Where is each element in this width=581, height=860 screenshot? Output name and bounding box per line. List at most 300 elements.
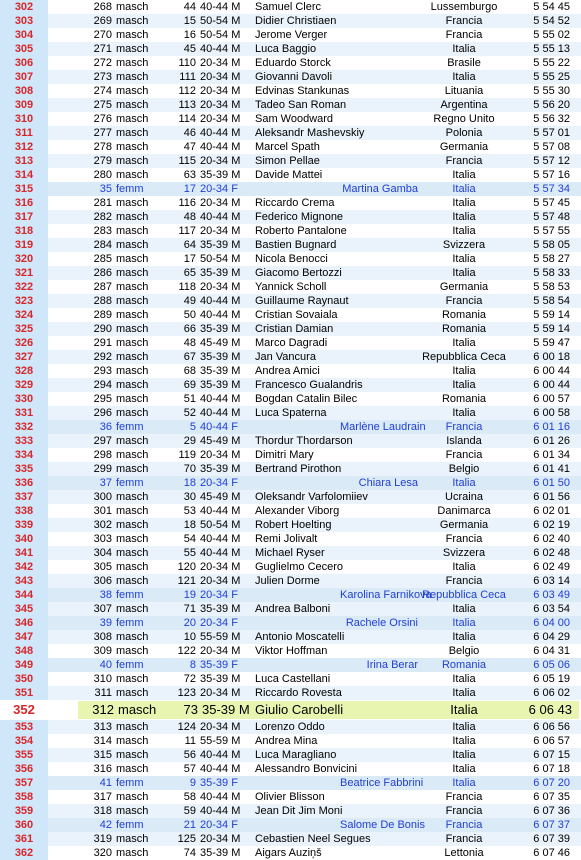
category-cell: 35-39 M bbox=[200, 267, 241, 279]
overall-number-cell: 313 bbox=[93, 721, 112, 733]
gender-cell: masch bbox=[116, 847, 149, 859]
position-cell: 308 bbox=[0, 84, 48, 98]
category-rank-cell: 15 bbox=[183, 15, 196, 27]
athlete-name-cell: Beatrice Fabbrini bbox=[340, 777, 424, 789]
gender-cell: masch bbox=[116, 281, 149, 293]
overall-number-cell: 315 bbox=[93, 749, 112, 761]
gender-cell: masch bbox=[116, 365, 149, 377]
athlete-name-cell: Thordur Thordarson bbox=[255, 435, 353, 447]
nation-cell: Italia bbox=[452, 603, 476, 615]
finish-time-cell: 6 06 56 bbox=[533, 721, 570, 733]
overall-number-cell: 36 bbox=[99, 421, 112, 433]
category-cell: 50-54 M bbox=[200, 29, 241, 41]
gender-cell: masch bbox=[116, 763, 149, 775]
finish-time-cell: 6 06 57 bbox=[533, 735, 570, 747]
overall-number-cell: 37 bbox=[99, 477, 112, 489]
position-cell: 303 bbox=[0, 14, 48, 28]
nation-cell: Italia bbox=[452, 407, 476, 419]
athlete-name-cell: Yannick Scholl bbox=[255, 281, 327, 293]
gender-cell: masch bbox=[116, 673, 149, 685]
position-cell: 360 bbox=[0, 818, 48, 832]
category-rank-cell: 50 bbox=[183, 309, 196, 321]
position-cell: 338 bbox=[0, 504, 48, 518]
category-cell: 40-44 M bbox=[200, 393, 241, 405]
athlete-name-cell: Cristian Sovaiala bbox=[255, 309, 338, 321]
category-cell: 35-39 M bbox=[200, 169, 241, 181]
finish-time-cell: 5 55 30 bbox=[533, 85, 570, 97]
table-row bbox=[0, 672, 581, 686]
athlete-name-cell: Jean Dit Jim Moni bbox=[255, 805, 343, 817]
category-rank-cell: 115 bbox=[178, 155, 196, 167]
overall-number-cell: 38 bbox=[99, 589, 112, 601]
athlete-name-cell: Cristian Damian bbox=[255, 323, 334, 335]
category-cell: 35-39 F bbox=[200, 777, 238, 789]
gender-cell: masch bbox=[116, 749, 149, 761]
overall-number-cell: 314 bbox=[93, 735, 112, 747]
category-cell: 35-39 M bbox=[202, 702, 250, 717]
finish-time-cell: 6 06 02 bbox=[533, 687, 570, 699]
nation-cell: Italia bbox=[452, 225, 476, 237]
nation-cell: Francia bbox=[445, 421, 483, 433]
category-rank-cell: 17 bbox=[183, 253, 196, 265]
finish-time-cell: 5 58 54 bbox=[533, 295, 570, 307]
position-cell: 302 bbox=[0, 0, 48, 14]
table-row bbox=[0, 350, 581, 364]
finish-time-cell: 6 00 44 bbox=[533, 365, 570, 377]
finish-time-cell: 5 58 33 bbox=[533, 267, 570, 279]
category-rank-cell: 8 bbox=[189, 659, 196, 671]
position-cell: 324 bbox=[0, 308, 48, 322]
finish-time-cell: 5 57 12 bbox=[533, 155, 570, 167]
nation-cell: Repubblica Ceca bbox=[422, 589, 506, 601]
nation-cell: Belgio bbox=[448, 645, 480, 657]
gender-cell: femm bbox=[116, 421, 144, 433]
athlete-name-cell: Andrea Balboni bbox=[255, 603, 331, 615]
position-cell: 355 bbox=[0, 748, 48, 762]
category-cell: 40-44 M bbox=[200, 43, 241, 55]
category-rank-cell: 64 bbox=[183, 239, 196, 251]
table-row bbox=[0, 126, 581, 140]
position-cell: 331 bbox=[0, 406, 48, 420]
gender-cell: masch bbox=[116, 253, 149, 265]
table-row bbox=[0, 518, 581, 532]
nation-cell: Italia bbox=[452, 267, 476, 279]
category-cell: 40-44 M bbox=[200, 1, 241, 13]
nation-cell: Svizzera bbox=[442, 239, 486, 251]
nation-cell: Italia bbox=[452, 749, 476, 761]
category-rank-cell: 52 bbox=[183, 407, 196, 419]
athlete-name-cell: Dimitri Mary bbox=[255, 449, 314, 461]
category-cell: 40-44 M bbox=[200, 127, 241, 139]
nation-cell: Italia bbox=[452, 477, 476, 489]
category-rank-cell: 118 bbox=[178, 281, 196, 293]
overall-number-cell: 274 bbox=[93, 85, 112, 97]
overall-number-cell: 277 bbox=[93, 127, 112, 139]
finish-time-cell: 5 57 34 bbox=[533, 183, 570, 195]
category-rank-cell: 117 bbox=[178, 225, 196, 237]
finish-time-cell: 6 07 39 bbox=[533, 833, 570, 845]
table-row bbox=[0, 776, 581, 790]
finish-time-cell: 5 57 08 bbox=[533, 141, 570, 153]
category-cell: 20-34 F bbox=[200, 819, 238, 831]
nation-cell: Francia bbox=[445, 575, 483, 587]
table-row bbox=[0, 406, 581, 420]
nation-cell: Italia bbox=[452, 337, 476, 349]
overall-number-cell: 272 bbox=[93, 57, 112, 69]
overall-number-cell: 279 bbox=[93, 155, 112, 167]
nation-cell: Brasile bbox=[447, 57, 481, 69]
overall-number-cell: 311 bbox=[94, 687, 112, 699]
nation-cell: Francia bbox=[445, 15, 483, 27]
finish-time-cell: 6 01 16 bbox=[533, 421, 570, 433]
position-cell: 340 bbox=[0, 532, 48, 546]
category-rank-cell: 114 bbox=[178, 113, 196, 125]
table-row bbox=[0, 28, 581, 42]
category-rank-cell: 53 bbox=[183, 505, 196, 517]
position-cell: 362 bbox=[0, 846, 48, 860]
overall-number-cell: 275 bbox=[93, 99, 112, 111]
overall-number-cell: 297 bbox=[93, 435, 112, 447]
athlete-name-cell: Antonio Moscatelli bbox=[255, 631, 345, 643]
table-row bbox=[0, 434, 581, 448]
position-cell: 307 bbox=[0, 70, 48, 84]
category-rank-cell: 70 bbox=[183, 463, 196, 475]
athlete-name-cell: Guillaume Raynaut bbox=[255, 295, 349, 307]
position-cell: 346 bbox=[0, 616, 48, 630]
gender-cell: masch bbox=[116, 225, 149, 237]
category-cell: 50-54 M bbox=[200, 15, 241, 27]
category-cell: 35-39 M bbox=[200, 673, 241, 685]
overall-number-cell: 318 bbox=[93, 805, 112, 817]
gender-cell: masch bbox=[116, 547, 149, 559]
athlete-name-cell: Bertrand Pirothon bbox=[255, 463, 342, 475]
finish-time-cell: 6 02 01 bbox=[533, 505, 570, 517]
nation-cell: Italia bbox=[452, 687, 476, 699]
athlete-name-cell: Chiara Lesa bbox=[358, 477, 418, 489]
table-row bbox=[0, 252, 581, 266]
category-cell: 40-44 M bbox=[200, 407, 241, 419]
overall-number-cell: 307 bbox=[93, 603, 112, 615]
gender-cell: masch bbox=[116, 721, 149, 733]
table-row bbox=[0, 266, 581, 280]
category-rank-cell: 58 bbox=[183, 791, 196, 803]
finish-time-cell: 6 07 20 bbox=[533, 777, 570, 789]
position-cell: 356 bbox=[0, 762, 48, 776]
table-row bbox=[0, 112, 581, 126]
athlete-name-cell: Cebastien Neel Segues bbox=[255, 833, 371, 845]
gender-cell: masch bbox=[116, 393, 149, 405]
category-cell: 20-34 M bbox=[200, 449, 241, 461]
nation-cell: Germania bbox=[439, 141, 489, 153]
nation-cell: Regno Unito bbox=[433, 113, 495, 125]
nation-cell: Italia bbox=[452, 777, 476, 789]
overall-number-cell: 283 bbox=[93, 225, 112, 237]
athlete-name-cell: Andrea Amici bbox=[255, 365, 320, 377]
gender-cell: masch bbox=[116, 463, 149, 475]
overall-number-cell: 316 bbox=[93, 763, 112, 775]
category-rank-cell: 45 bbox=[183, 43, 196, 55]
category-rank-cell: 59 bbox=[183, 805, 196, 817]
position-cell: 325 bbox=[0, 322, 48, 336]
overall-number-cell: 295 bbox=[93, 393, 112, 405]
overall-number-cell: 308 bbox=[93, 631, 112, 643]
category-cell: 20-34 F bbox=[200, 617, 238, 629]
position-cell: 316 bbox=[0, 196, 48, 210]
finish-time-cell: 6 02 49 bbox=[533, 561, 570, 573]
category-cell: 35-39 M bbox=[200, 323, 241, 335]
gender-cell: masch bbox=[116, 1, 149, 13]
overall-number-cell: 276 bbox=[93, 113, 112, 125]
nation-cell: Italia bbox=[452, 617, 476, 629]
table-row bbox=[0, 84, 581, 98]
category-cell: 20-34 M bbox=[200, 113, 241, 125]
athlete-name-cell: Michael Ryser bbox=[255, 547, 325, 559]
table-row bbox=[0, 658, 581, 672]
category-cell: 40-44 F bbox=[200, 421, 238, 433]
athlete-name-cell: Edvinas Stankunas bbox=[255, 85, 350, 97]
position-cell: 314 bbox=[0, 168, 48, 182]
category-cell: 20-34 F bbox=[200, 589, 238, 601]
nation-cell: Francia bbox=[445, 819, 483, 831]
gender-cell: masch bbox=[116, 71, 149, 83]
athlete-name-cell: Rachele Orsini bbox=[345, 617, 418, 629]
athlete-name-cell: Eduardo Storck bbox=[255, 57, 331, 69]
nation-cell: Italia bbox=[452, 735, 476, 747]
nation-cell: Ucraina bbox=[445, 491, 483, 503]
nation-cell: Italia bbox=[452, 631, 476, 643]
nation-cell: Germania bbox=[439, 281, 489, 293]
athlete-name-cell: Irina Berar bbox=[366, 659, 418, 671]
finish-time-cell: 5 55 02 bbox=[533, 29, 570, 41]
athlete-name-cell: Oleksandr Varfolomiiev bbox=[255, 491, 368, 503]
position-cell: 352 bbox=[0, 700, 48, 720]
overall-number-cell: 319 bbox=[93, 833, 112, 845]
category-cell: 55-59 M bbox=[200, 631, 241, 643]
overall-number-cell: 281 bbox=[93, 197, 112, 209]
athlete-name-cell: Salome De Bonis bbox=[340, 819, 425, 831]
overall-number-cell: 42 bbox=[99, 819, 112, 831]
athlete-name-cell: Nicola Benocci bbox=[255, 253, 328, 265]
gender-cell: masch bbox=[116, 505, 149, 517]
table-row bbox=[0, 490, 581, 504]
nation-cell: Italia bbox=[452, 253, 476, 265]
position-cell: 309 bbox=[0, 98, 48, 112]
nation-cell: Italia bbox=[452, 763, 476, 775]
category-rank-cell: 121 bbox=[177, 575, 196, 587]
athlete-name-cell: Luca Spaterna bbox=[255, 407, 327, 419]
category-cell: 20-34 M bbox=[200, 833, 241, 845]
nation-cell: Svizzera bbox=[442, 547, 486, 559]
finish-time-cell: 5 57 01 bbox=[533, 127, 570, 139]
overall-number-cell: 300 bbox=[93, 491, 112, 503]
position-cell: 320 bbox=[0, 252, 48, 266]
category-rank-cell: 10 bbox=[183, 631, 196, 643]
position-cell: 312 bbox=[0, 140, 48, 154]
athlete-name-cell: Giulio Carobelli bbox=[255, 702, 344, 717]
athlete-name-cell: Marlène Laudrain bbox=[340, 421, 426, 433]
position-cell: 326 bbox=[0, 336, 48, 350]
table-row bbox=[0, 140, 581, 154]
table-row bbox=[0, 364, 581, 378]
category-cell: 20-34 M bbox=[200, 155, 241, 167]
category-cell: 55-59 M bbox=[200, 735, 241, 747]
gender-cell: femm bbox=[116, 777, 144, 789]
nation-cell: Francia bbox=[445, 29, 483, 41]
athlete-name-cell: Giacomo Bertozzi bbox=[255, 267, 342, 279]
finish-time-cell: 5 55 25 bbox=[533, 71, 570, 83]
nation-cell: Italia bbox=[452, 673, 476, 685]
finish-time-cell: 5 57 16 bbox=[533, 169, 570, 181]
category-cell: 35-39 M bbox=[200, 365, 241, 377]
category-rank-cell: 19 bbox=[183, 589, 196, 601]
table-row bbox=[0, 734, 581, 748]
overall-number-cell: 292 bbox=[93, 351, 112, 363]
finish-time-cell: 6 03 54 bbox=[533, 603, 570, 615]
gender-cell: masch bbox=[116, 735, 149, 747]
finish-time-cell: 6 05 19 bbox=[533, 673, 570, 685]
overall-number-cell: 309 bbox=[93, 645, 112, 657]
nation-cell: Francia bbox=[445, 805, 483, 817]
athlete-name-cell: Francesco Gualandris bbox=[255, 379, 363, 391]
finish-time-cell: 5 54 52 bbox=[533, 15, 570, 27]
overall-number-cell: 39 bbox=[99, 617, 112, 629]
overall-number-cell: 270 bbox=[93, 29, 112, 41]
position-cell: 359 bbox=[0, 804, 48, 818]
table-row bbox=[0, 238, 581, 252]
position-cell: 350 bbox=[0, 672, 48, 686]
finish-time-cell: 5 58 05 bbox=[533, 239, 570, 251]
gender-cell: masch bbox=[116, 645, 149, 657]
athlete-name-cell: Luca Maragliano bbox=[255, 749, 337, 761]
position-cell: 361 bbox=[0, 832, 48, 846]
nation-cell: Romania bbox=[441, 309, 487, 321]
table-row bbox=[0, 846, 581, 860]
category-rank-cell: 54 bbox=[183, 533, 196, 545]
athlete-name-cell: Jerome Verger bbox=[255, 29, 328, 41]
athlete-name-cell: Marcel Spath bbox=[255, 141, 320, 153]
category-cell: 35-39 M bbox=[200, 463, 241, 475]
category-rank-cell: 116 bbox=[178, 197, 196, 209]
overall-number-cell: 284 bbox=[93, 239, 112, 251]
category-cell: 20-34 M bbox=[200, 99, 241, 111]
finish-time-cell: 6 01 56 bbox=[533, 491, 570, 503]
overall-number-cell: 306 bbox=[93, 575, 112, 587]
athlete-name-cell: Davide Mattei bbox=[255, 169, 323, 181]
table-row bbox=[0, 532, 581, 546]
gender-cell: femm bbox=[116, 589, 144, 601]
nation-cell: Romania bbox=[441, 393, 487, 405]
category-cell: 40-44 M bbox=[200, 505, 241, 517]
overall-number-cell: 282 bbox=[93, 211, 112, 223]
finish-time-cell: 6 02 48 bbox=[533, 547, 570, 559]
gender-cell: masch bbox=[116, 435, 149, 447]
category-cell: 20-34 M bbox=[200, 57, 241, 69]
table-row bbox=[0, 574, 581, 588]
position-cell: 330 bbox=[0, 392, 48, 406]
position-cell: 347 bbox=[0, 630, 48, 644]
athlete-name-cell: Remi Jolivalt bbox=[255, 533, 318, 545]
overall-number-cell: 303 bbox=[93, 533, 112, 545]
position-cell: 321 bbox=[0, 266, 48, 280]
position-cell: 353 bbox=[0, 720, 48, 734]
nation-cell: Italia bbox=[452, 169, 476, 181]
table-row bbox=[0, 280, 581, 294]
category-cell: 20-34 M bbox=[200, 575, 241, 587]
athlete-name-cell: Riccardo Rovesta bbox=[255, 687, 342, 699]
athlete-name-cell: Luca Baggio bbox=[255, 43, 317, 55]
table-row bbox=[0, 748, 581, 762]
overall-number-cell: 40 bbox=[99, 659, 112, 671]
table-row bbox=[0, 630, 581, 644]
nation-cell: Germania bbox=[439, 519, 489, 531]
gender-cell: masch bbox=[116, 561, 149, 573]
position-cell: 336 bbox=[0, 476, 48, 490]
category-cell: 50-54 M bbox=[200, 253, 241, 265]
gender-cell: masch bbox=[116, 127, 149, 139]
nation-cell: Francia bbox=[445, 295, 483, 307]
position-cell: 345 bbox=[0, 602, 48, 616]
table-row bbox=[0, 762, 581, 776]
gender-cell: masch bbox=[116, 603, 149, 615]
nation-cell: Francia bbox=[445, 833, 483, 845]
position-cell: 329 bbox=[0, 378, 48, 392]
category-cell: 35-39 M bbox=[200, 239, 241, 251]
athlete-name-cell: Robert Hoelting bbox=[255, 519, 332, 531]
gender-cell: masch bbox=[116, 197, 149, 209]
position-cell: 335 bbox=[0, 462, 48, 476]
finish-time-cell: 6 01 26 bbox=[533, 435, 570, 447]
gender-cell: femm bbox=[116, 477, 144, 489]
category-rank-cell: 120 bbox=[177, 561, 196, 573]
finish-time-cell: 6 07 35 bbox=[533, 791, 570, 803]
position-cell: 334 bbox=[0, 448, 48, 462]
position-cell: 313 bbox=[0, 154, 48, 168]
category-rank-cell: 71 bbox=[183, 603, 196, 615]
table-row bbox=[0, 154, 581, 168]
table-row bbox=[0, 210, 581, 224]
finish-time-cell: 6 07 36 bbox=[533, 805, 570, 817]
table-row bbox=[0, 182, 581, 196]
table-row bbox=[0, 168, 581, 182]
overall-number-cell: 280 bbox=[93, 169, 112, 181]
position-cell: 310 bbox=[0, 112, 48, 126]
gender-cell: masch bbox=[116, 337, 149, 349]
finish-time-cell: 5 59 14 bbox=[533, 309, 570, 321]
table-row bbox=[0, 602, 581, 616]
category-cell: 45-49 M bbox=[200, 337, 241, 349]
gender-cell: masch bbox=[116, 99, 149, 111]
category-cell: 40-44 M bbox=[200, 547, 241, 559]
gender-cell: masch bbox=[116, 57, 149, 69]
table-row bbox=[0, 98, 581, 112]
category-rank-cell: 110 bbox=[178, 57, 196, 69]
athlete-name-cell: Simon Pellae bbox=[255, 155, 320, 167]
athlete-name-cell: Samuel Clerc bbox=[255, 1, 322, 13]
category-cell: 20-34 M bbox=[200, 197, 241, 209]
category-rank-cell: 73 bbox=[183, 702, 198, 717]
table-row bbox=[0, 336, 581, 350]
category-rank-cell: 9 bbox=[189, 777, 196, 789]
nation-cell: Francia bbox=[445, 155, 483, 167]
nation-cell: Romania bbox=[441, 323, 487, 335]
gender-cell: masch bbox=[116, 43, 149, 55]
athlete-name-cell: Luca Castellani bbox=[255, 673, 331, 685]
table-row bbox=[0, 644, 581, 658]
position-cell: 332 bbox=[0, 420, 48, 434]
finish-time-cell: 6 04 00 bbox=[533, 617, 570, 629]
athlete-name-cell: Andrea Mina bbox=[255, 735, 318, 747]
gender-cell: masch bbox=[116, 533, 149, 545]
